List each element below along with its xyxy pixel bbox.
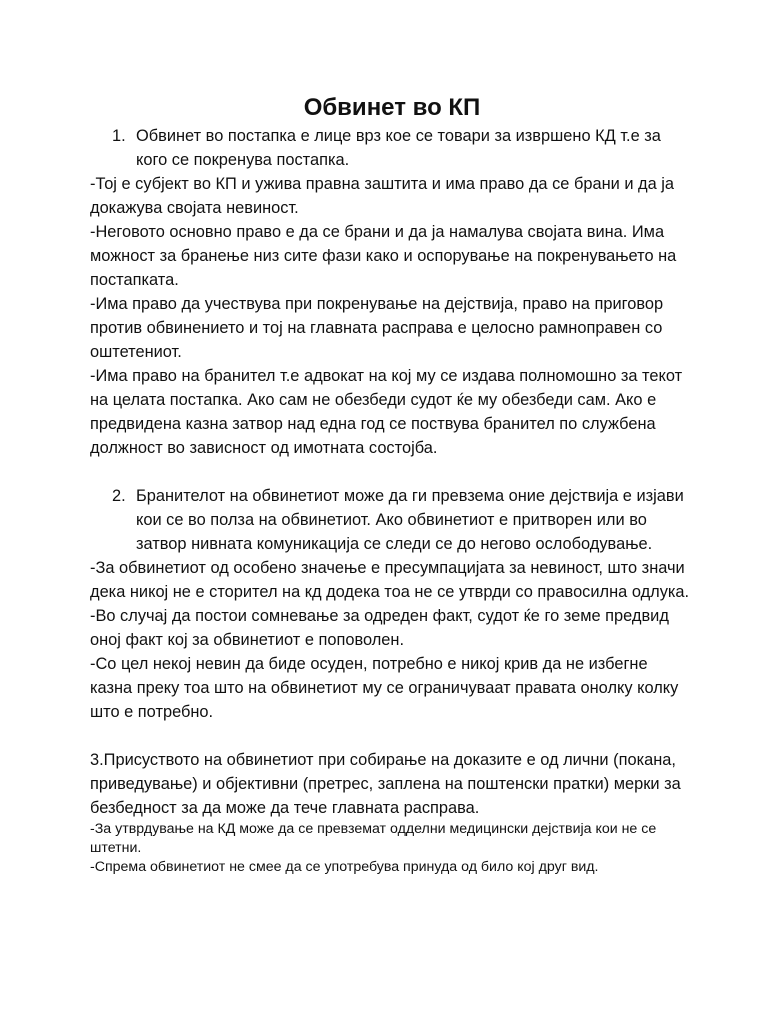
section-3-small-paragraph: -За утврдување на КД може да се превземат одделни медицински дејствија кои не се штетни. [90, 821, 657, 856]
section-1-heading-text: Обвинет во постапка е лице врз кое се товари за извршено КД т.е за кого се покренува постапка. [136, 127, 661, 169]
section-1-paragraph: -Тој е субјект во КП и ужива правна заштита и има право да се брани и да ја докажува својата невиност. [90, 175, 675, 217]
spacer [90, 460, 690, 484]
section-2-paragraph: -Со цел некој невин да биде осуден, потребно е никој крив да не избегне казна преку тоа што на обвинетиот му се ограничуваат правата онолку колку што е потребно. [90, 655, 679, 721]
section-2-heading [90, 484, 690, 556]
section-1-paragraph: -Има право на бранител т.е адвокат на кој му се издава полномошно за текот на целата постапка. Ако сам не обезбеди судот ќе му обезбеди сам. Ако е предвидена казна затвор над една год се поствува бранител по службена должност во зависност од имотната состојба. [90, 367, 683, 457]
section-3-small-paragraph: -Спрема обвинетиот не смее да се употребува принуда од било кој друг вид. [90, 859, 599, 875]
section-2-paragraph: -Во случај да постои сомневање за одреден факт, судот ќе го земе предвид оној факт кој за обвинетиот е поповолен. [90, 607, 669, 649]
document-page [90, 92, 690, 877]
section-1-paragraph: -Неговото основно право е да се брани и да ја намалува својата вина. Има можност за бранење низ сите фази како и оспорување на покренувањето на постапката. [90, 223, 677, 289]
spacer [90, 724, 690, 748]
section-3-heading: 3.Присуството на обвинетиот при собирање на доказите е од лични (покана, приведување) и објективни (претрес, заплена на поштенски пратки) мерки за безбедност за да може да тече главната расправа. [90, 751, 681, 817]
section-1-heading [90, 124, 690, 172]
page-title: Обвинет во КП [303, 94, 481, 121]
section-1-paragraph: -Има право да учествува при покренување на дејствија, право на приговор против обвинението и тој на главната расправа е целосно рамноправен со оштетениот. [90, 295, 664, 361]
section-1-number: 1. [112, 127, 126, 145]
section-2-paragraph: -За обвинетиот од особено значење е пресумпацијата за невиност, што значи дека никој не е сторител на кд додека тоа не се утврди со правосилна одлука. [90, 559, 690, 601]
section-2-number: 2. [112, 487, 126, 505]
section-2-heading-text: Бранителот на обвинетиот може да ги превзема оние дејствија е изјави кои се во полза на обвинетиот. Ако обвинетиот е притворен или во затвор нивната комуникација се следи се до негово ослободување. [136, 487, 684, 553]
